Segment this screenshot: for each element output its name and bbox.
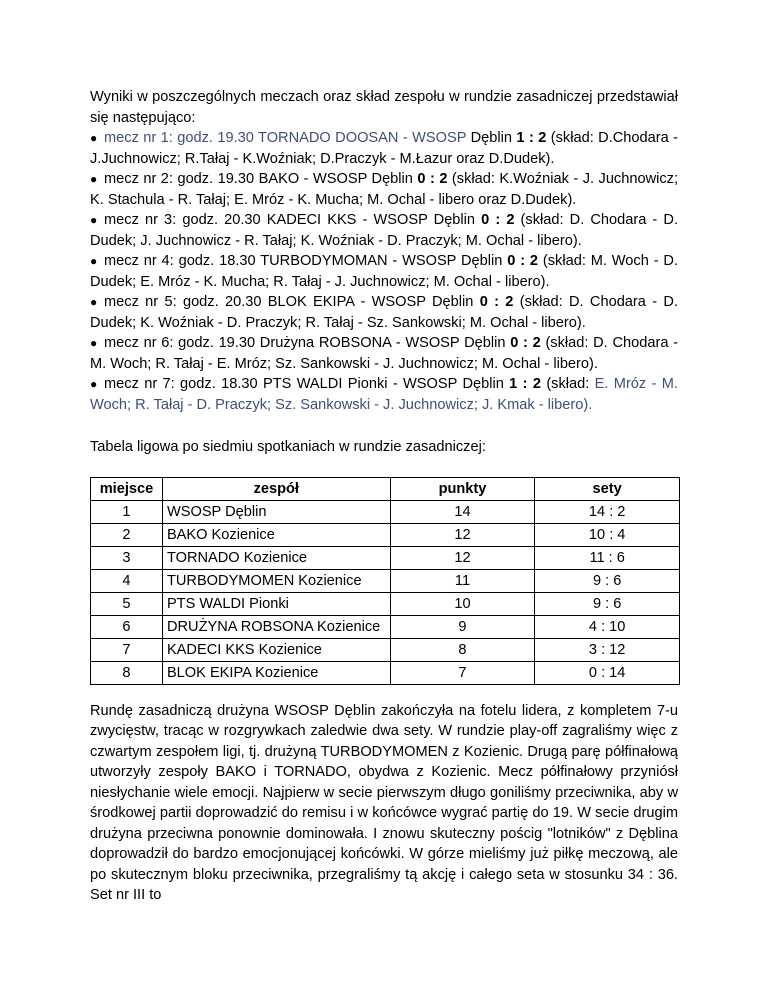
cell-place: 3 xyxy=(91,546,163,569)
list-item xyxy=(90,210,678,251)
match-lineup: (skład: D. Chodara - D. Dudek; J. Juchnowicz - R. Tałaj; K. Woźniak - D. Praczyk; M. Ochal - libero). xyxy=(90,212,678,249)
match-city: Dęblin xyxy=(466,130,517,146)
table-row xyxy=(91,615,680,638)
table-caption: Tabela ligowa po siedmiu spotkaniach w rundzie zasadniczej: xyxy=(90,439,486,455)
cell-team: BAKO Kozienice xyxy=(162,523,390,546)
match-score: 0 : 2 xyxy=(417,171,448,187)
match-lineup: (skład: K.Woźniak - J. Juchnowicz; K. Stachula - R. Tałaj; E. Mróz - K. Mucha; M. Ochal - libero oraz D.Dudek). xyxy=(90,171,679,208)
cell-place: 8 xyxy=(91,661,163,684)
match-score: 1 : 2 xyxy=(516,130,547,146)
cell-points: 12 xyxy=(390,546,535,569)
cell-points: 14 xyxy=(390,500,535,523)
cell-team: TURBODYMOMEN Kozienice xyxy=(162,569,390,592)
table-header-row xyxy=(91,477,680,500)
bullet-icon: ● xyxy=(90,336,98,350)
list-item xyxy=(90,128,678,169)
table-row xyxy=(91,569,680,592)
list-item xyxy=(90,169,678,210)
cell-sets: 14 : 2 xyxy=(535,500,680,523)
cell-place: 5 xyxy=(91,592,163,615)
table-row xyxy=(91,546,680,569)
header-place: miejsce xyxy=(91,477,163,500)
match-lineup: (skład: M. Woch - D. Dudek; E. Mróz - K. Mucha; R. Tałaj - J. Juchnowicz; M. Ochal - libero). xyxy=(90,253,678,290)
cell-points: 9 xyxy=(390,615,535,638)
cell-team: KADECI KKS Kozienice xyxy=(162,638,390,661)
cell-points: 10 xyxy=(390,592,535,615)
bullet-icon: ● xyxy=(90,254,98,268)
bullet-icon: ● xyxy=(90,377,98,391)
bullet-icon: ● xyxy=(90,213,98,227)
match-list xyxy=(90,128,678,415)
table-row xyxy=(91,638,680,661)
cell-points: 8 xyxy=(390,638,535,661)
header-sets: sety xyxy=(535,477,680,500)
cell-team: WSOSP Dęblin xyxy=(162,500,390,523)
match-teams: mecz nr 2: godz. 19.30 BAKO - WSOSP Dęblin xyxy=(104,171,418,187)
document-page xyxy=(90,87,678,906)
match-score: 0 : 2 xyxy=(507,253,539,269)
cell-place: 4 xyxy=(91,569,163,592)
cell-points: 11 xyxy=(390,569,535,592)
cell-sets: 4 : 10 xyxy=(535,615,680,638)
match-teams: mecz nr 6: godz. 19.30 Drużyna ROBSONA - WSOSP Dęblin xyxy=(104,335,511,351)
table-row xyxy=(91,523,680,546)
match-score: 0 : 2 xyxy=(481,212,515,228)
summary-paragraph: Rundę zasadniczą drużyna WSOSP Dęblin zakończyła na fotelu lidera, z kompletem 7-u zwycięstw, tracąc w rozgrywkach zaledwie dwa sety. W rundzie play-off zagraliśmy więc z czwartym zespołem ligi, tj. drużyną TURBODYMOMEN z Kozienic. Drugą parę półfinałową utworzyły zespoły BAKO i TORNADO, obydwa z Kozienic. Mecz półfinałowy przyniósł niesłychanie wiele emocji. Najpierw w secie pierwszym długo goniliśmy przeciwnika, aby w środkowej partii doprowadzić do remisu i w końcówce wygrać partię do 19. W secie drugim drużyna przeciwna ponownie dominowała. I znowu skuteczny pościg "lotników" z Dęblina doprowadził do bardzo emocjonującej końcówki. W górze mieliśmy już piłkę meczową, ale po skutecznym bloku przeciwnika, przegraliśmy tą akcję i całego seta w stosunku 34 : 36. Set nr III to xyxy=(90,702,678,903)
list-item xyxy=(90,251,678,292)
cell-team: PTS WALDI Pionki xyxy=(162,592,390,615)
match-lineup: (skład: D.Chodara - J.Juchnowicz; R.Tałaj - K.Woźniak; D.Praczyk - M.Łazur oraz D.Dudek). xyxy=(90,130,679,167)
cell-points: 7 xyxy=(390,661,535,684)
cell-sets: 9 : 6 xyxy=(535,592,680,615)
bullet-icon: ● xyxy=(90,131,98,145)
list-item xyxy=(90,374,678,415)
list-item xyxy=(90,333,678,374)
cell-team: DRUŻYNA ROBSONA Kozienice xyxy=(162,615,390,638)
table-row xyxy=(91,592,680,615)
match-score: 0 : 2 xyxy=(479,294,514,310)
cell-sets: 0 : 14 xyxy=(535,661,680,684)
cell-place: 7 xyxy=(91,638,163,661)
cell-place: 6 xyxy=(91,615,163,638)
match-teams: mecz nr 4: godz. 18.30 TURBODYMOMAN - WSOSP Dęblin xyxy=(104,253,508,269)
match-teams: mecz nr 7: godz. 18.30 PTS WALDI Pionki - WSOSP Dęblin xyxy=(104,376,510,392)
header-points: punkty xyxy=(390,477,535,500)
cell-team: BLOK EKIPA Kozienice xyxy=(162,661,390,684)
match-teams: mecz nr 5: godz. 20.30 BLOK EKIPA - WSOSP Dęblin xyxy=(104,294,480,310)
bullet-icon: ● xyxy=(90,172,98,186)
table-row xyxy=(91,661,680,684)
list-item xyxy=(90,292,678,333)
bullet-icon: ● xyxy=(90,295,98,309)
match-lineup-players: E. Mróz - M. Woch; R. Tałaj - D. Praczyk; Sz. Sankowski - J. Juchnowicz; J. Kmak - libero). xyxy=(90,376,678,413)
match-score: 1 : 2 xyxy=(509,376,541,392)
intro-paragraph: Wyniki w poszczególnych meczach oraz skład zespołu w rundzie zasadniczej przedstawiał się następująco: xyxy=(90,89,678,126)
cell-sets: 10 : 4 xyxy=(535,523,680,546)
match-lineup: (skład: D. Chodara - M. Woch; R. Tałaj - E. Mróz; Sz. Sankowski - J. Juchnowicz; M. Ochal - libero). xyxy=(90,335,679,372)
league-table xyxy=(90,477,680,685)
cell-sets: 11 : 6 xyxy=(535,546,680,569)
cell-sets: 3 : 12 xyxy=(535,638,680,661)
match-lineup: (skład: D. Chodara - D. Dudek; K. Woźniak - D. Praczyk; R. Tałaj - Sz. Sankowski; M. Ochal - libero). xyxy=(90,294,678,331)
match-score: 0 : 2 xyxy=(510,335,541,351)
cell-team: TORNADO Kozienice xyxy=(162,546,390,569)
header-team: zespół xyxy=(162,477,390,500)
match-lineup: (skład: xyxy=(540,376,595,392)
cell-points: 12 xyxy=(390,523,535,546)
table-row xyxy=(91,500,680,523)
match-teams: mecz nr 3: godz. 20.30 KADECI KKS - WSOSP Dęblin xyxy=(104,212,482,228)
match-teams: mecz nr 1: godz. 19.30 TORNADO DOOSAN - WSOSP xyxy=(104,130,467,146)
cell-sets: 9 : 6 xyxy=(535,569,680,592)
cell-place: 1 xyxy=(91,500,163,523)
cell-place: 2 xyxy=(91,523,163,546)
